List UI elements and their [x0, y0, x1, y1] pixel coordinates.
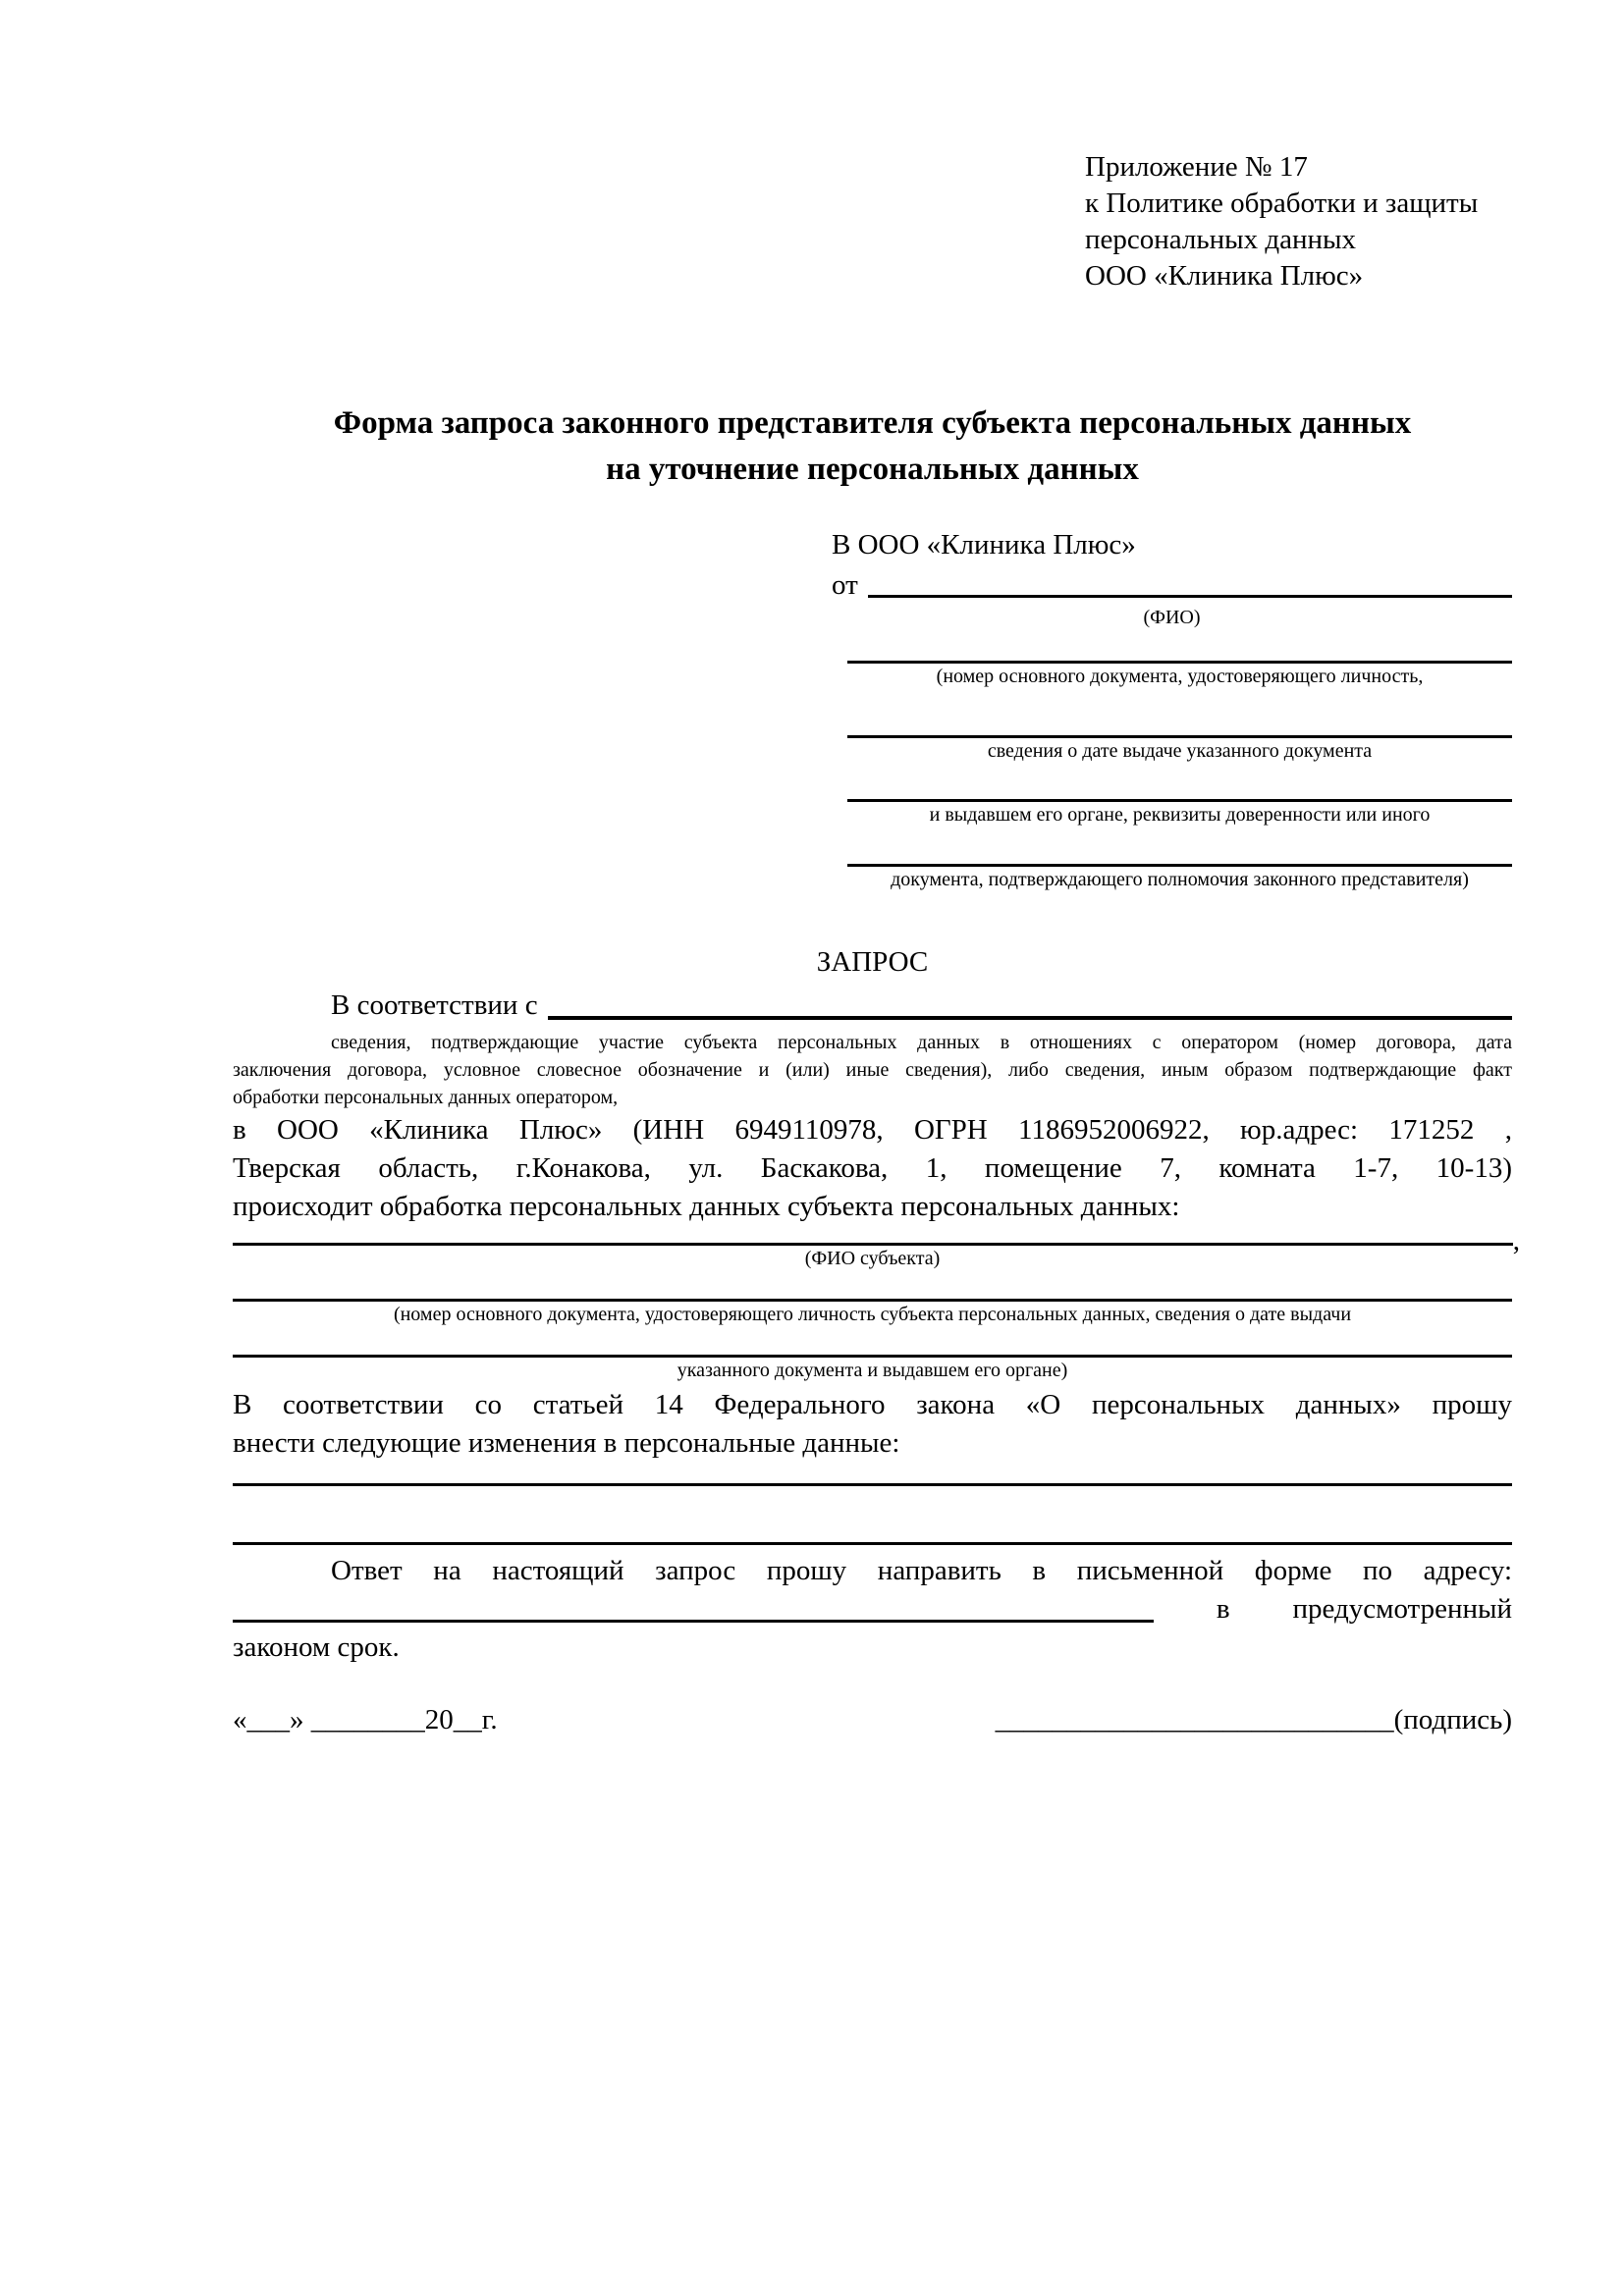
from-label: от	[832, 569, 858, 601]
representative-doc-field	[847, 771, 1512, 828]
text-line: Ответ на настоящий запрос прошу направить в письменной форме по адресу:	[331, 1555, 1512, 1586]
note-line: сведения, подтверждающие участие субъекта персональных данных в отношениях с оператором (номер договора, дата	[331, 1032, 1512, 1053]
representative-doc-blank	[847, 633, 1512, 664]
subject-fio-blank	[233, 1226, 1513, 1246]
form-title-line: Форма запроса законного представителя субъекта персональных данных	[333, 405, 1412, 441]
changes-blank-2	[233, 1486, 1512, 1545]
changes-blank-1	[233, 1463, 1512, 1486]
basis-blank	[548, 1016, 1512, 1020]
address-row	[233, 1590, 1512, 1629]
form-title-line: на уточнение персональных данных	[606, 452, 1139, 487]
recipient-block	[832, 524, 1512, 893]
basis-row	[233, 984, 1512, 1027]
representative-doc-field	[847, 835, 1512, 893]
appendix-line: персональных данных	[1085, 224, 1357, 255]
field-caption: (номер основного документа, удостоверяющего личность,	[936, 666, 1424, 687]
representative-name-blank	[868, 595, 1512, 598]
from-row	[832, 565, 1512, 605]
appendix-line: ООО «Клиника Плюс»	[1085, 260, 1364, 292]
basis-lead: В соответствии с	[331, 989, 538, 1021]
date-blank: «___» ________20__г.	[233, 1704, 498, 1735]
authority-doc-blank	[847, 835, 1512, 867]
subject-doc-caption: указанного документа и выдавшем его органе)	[677, 1360, 1068, 1381]
recipient-organization: В ООО «Клиника Плюс»	[832, 529, 1136, 561]
request-heading: ЗАПРОС	[816, 946, 929, 978]
date-signature-row	[233, 1699, 1512, 1740]
response-paragraph	[233, 1552, 1512, 1667]
subject-doc-field	[233, 1272, 1512, 1302]
subject-doc-field	[233, 1328, 1512, 1358]
note-line: обработки персональных данных оператором,	[233, 1087, 619, 1108]
subject-fio-caption: (ФИО субъекта)	[804, 1248, 941, 1269]
doc-issue-date-blank	[847, 707, 1512, 738]
text-line: внести следующие изменения в персональные данные:	[233, 1427, 900, 1459]
signature-area	[996, 1699, 1512, 1740]
text-line: В соответствии со статьей 14 Федерального закона «О персональных данных» прошу	[233, 1389, 1512, 1420]
signature-blank: ____________________________	[995, 1704, 1394, 1735]
note-line: заключения договора, условное словесное обозначение и (или) иные сведения), либо сведения, иным образом подтверждающие факт	[233, 1059, 1512, 1081]
appendix-line: Приложение № 17	[1085, 151, 1308, 183]
subject-doc-issuer-blank	[233, 1328, 1512, 1358]
field-caption: документа, подтверждающего полномочия законного представителя)	[891, 869, 1469, 890]
word-stipulated: предусмотренный	[1292, 1593, 1512, 1625]
subject-doc-caption: (номер основного документа, удостоверяющего личность субъекта персональных данных, сведения о дате выдачи	[393, 1304, 1352, 1325]
trailing-comma: ,	[1512, 1225, 1520, 1256]
appendix-header	[1085, 149, 1512, 294]
appendix-line: к Политике обработки и защиты	[1085, 187, 1479, 219]
doc-issuer-blank	[847, 771, 1512, 802]
document-content	[233, 0, 1520, 1740]
subject-fio-row	[233, 1225, 1520, 1256]
text-line: в ООО «Клиника Плюс» (ИНН 6949110978, ОГРН 1186952006922, юр.адрес: 171252 ,	[233, 1114, 1512, 1146]
word-in: в	[1216, 1593, 1230, 1625]
fio-caption: (ФИО)	[1143, 607, 1201, 628]
article14-paragraph	[233, 1386, 1512, 1463]
text-line: законом срок.	[233, 1631, 400, 1663]
representative-doc-field	[847, 633, 1512, 690]
field-caption: и выдавшем его органе, реквизиты доверенности или иного	[929, 804, 1431, 826]
subject-doc-blank	[233, 1272, 1512, 1302]
representative-doc-field	[847, 707, 1512, 765]
basis-note	[233, 1029, 1512, 1111]
text-line: происходит обработка персональных данных субъекта персональных данных:	[233, 1191, 1180, 1222]
signature-caption: (подпись)	[1393, 1704, 1512, 1735]
operator-paragraph	[233, 1111, 1512, 1226]
address-blank	[233, 1620, 1154, 1623]
form-title	[233, 400, 1512, 493]
field-caption: сведения о дате выдаче указанного документа	[987, 740, 1373, 762]
text-line: Тверская область, г.Конакова, ул. Баскакова, 1, помещение 7, комната 1-7, 10-13)	[233, 1152, 1512, 1184]
